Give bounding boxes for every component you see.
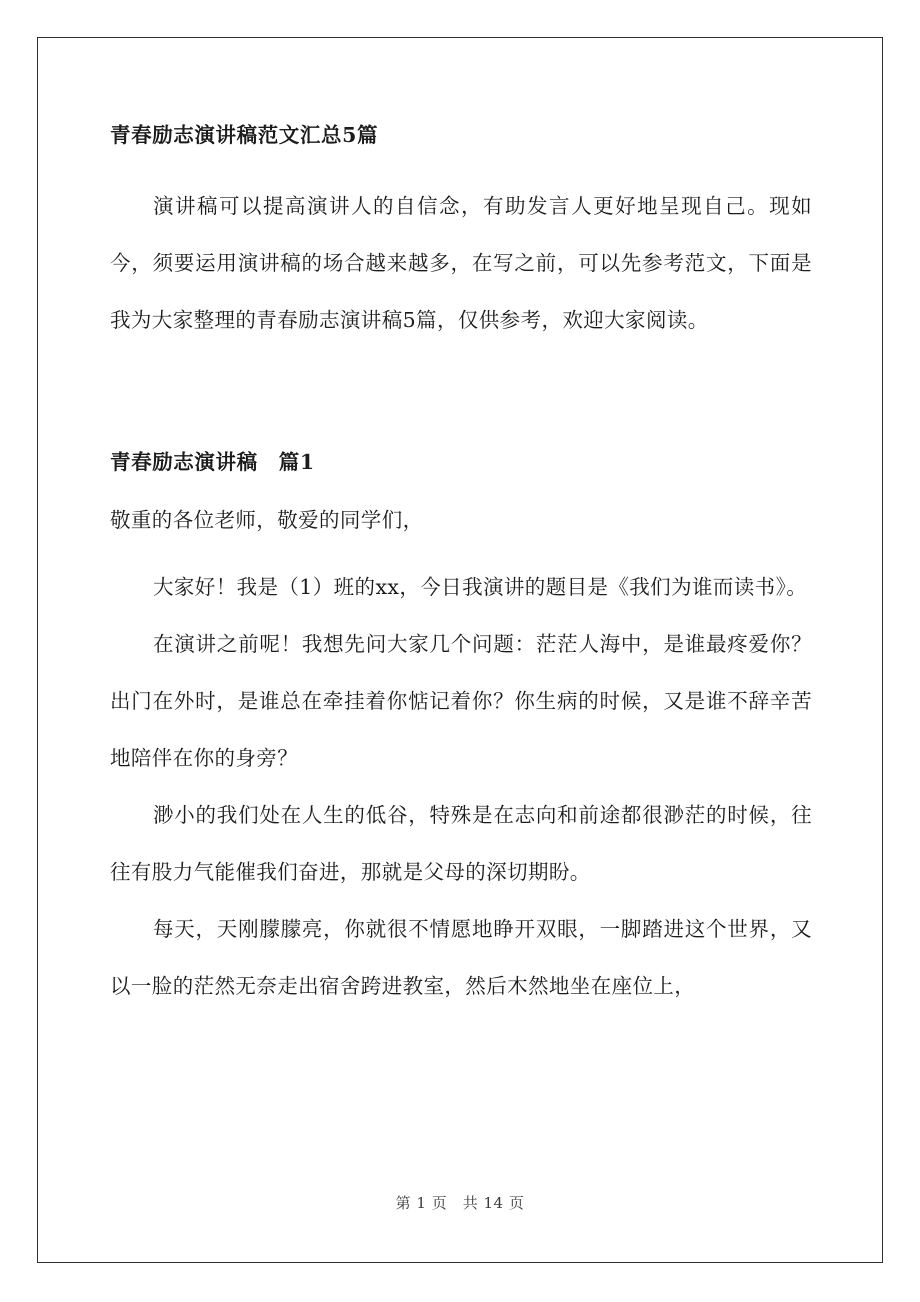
intro-paragraph: 演讲稿可以提高演讲人的自信念，有助发言人更好地呈现自己。现如今，须要运用演讲稿的场合越来越多，在写之前，可以先参考范文，下面是我为大家整理的青春励志演讲稿5篇，仅供参考，欢迎大家阅读。 (110, 194, 812, 332)
body-paragraph-2: 在演讲之前呢！我想先问大家几个问题：茫茫人海中，是谁最疼爱你？出门在外时，是谁总在牵挂着你惦记着你？你生病的时候，又是谁不辞辛苦地陪伴在你的身旁？ (110, 632, 812, 770)
greeting-line: 敬重的各位老师，敬爱的同学们， (110, 508, 424, 532)
page-footer (0, 1192, 920, 1214)
body-paragraph-1: 大家好！我是（1）班的xx，今日我演讲的题目是《我们为谁而读书》。 (153, 575, 808, 599)
document-content (110, 118, 812, 1015)
section-heading: 青春励志演讲稿 篇1 (110, 450, 315, 474)
body-paragraph-3: 渺小的我们处在人生的低谷，特殊是在志向和前途都很渺茫的时候，往往有股力气能催我们奋进，那就是父母的深切期盼。 (110, 803, 812, 884)
section-spacer (110, 349, 812, 445)
page-title: 青春励志演讲稿范文汇总5篇 (110, 123, 379, 147)
page-number-label: 第 1 页 共 14 页 (395, 1194, 525, 1212)
body-paragraph-4: 每天，天刚朦朦亮，你就很不情愿地睁开双眼，一脚踏进这个世界，又以一脸的茫然无奈走出宿舍跨进教室，然后木然地坐在座位上， (110, 917, 812, 998)
